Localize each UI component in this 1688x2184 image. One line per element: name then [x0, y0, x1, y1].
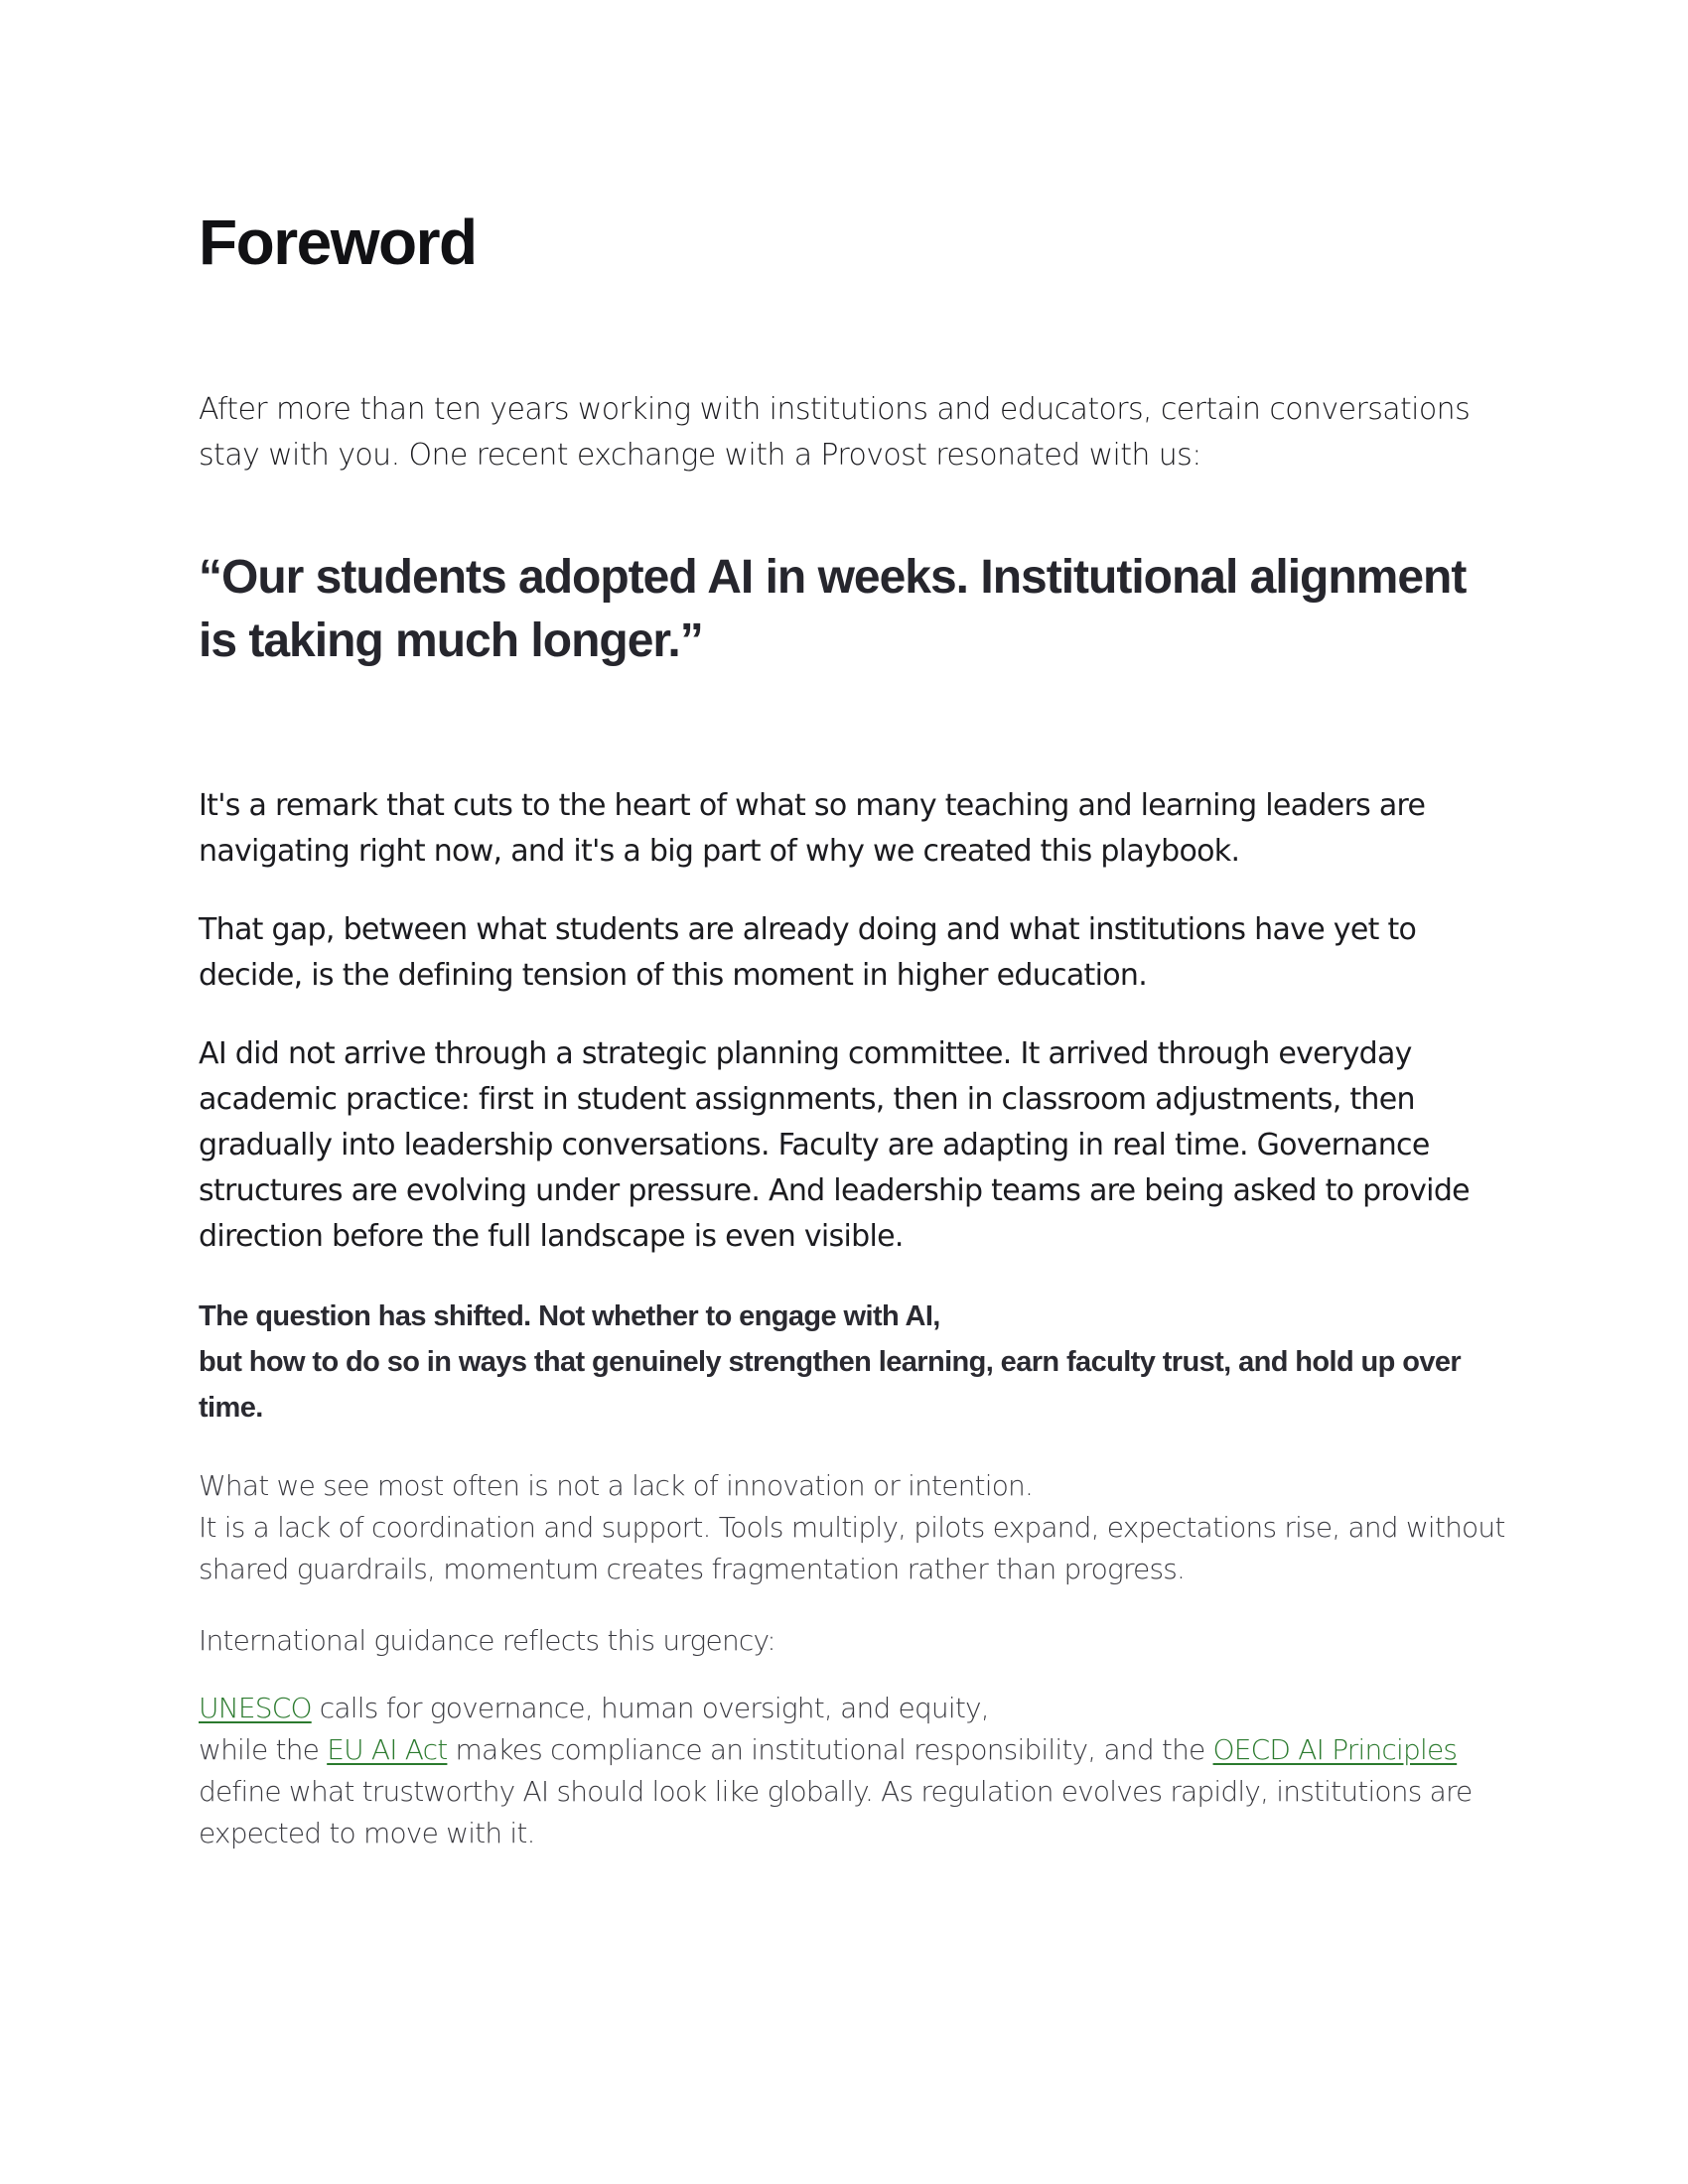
intro-paragraph: [199, 387, 1470, 478]
body-paragraph-1: [199, 783, 1425, 875]
while-the-text: while the: [199, 1733, 328, 1766]
observation-line-3: shared guardrails, momentum creates fragmentation rather than progress.: [199, 1553, 1186, 1585]
unesco-link[interactable]: UNESCO: [199, 1692, 312, 1724]
paragraph-3-line-2: academic practice: first in student assignments, then in classroom adjustments, then: [199, 1082, 1415, 1117]
quote-line-2: is taking much longer.”: [199, 614, 703, 667]
paragraph-3-line-5: direction before the full landscape is even visible.: [199, 1219, 904, 1254]
emphasis-line-1: The question has shifted. Not whether to engage with AI,: [199, 1300, 940, 1332]
page-title: Foreword: [199, 206, 477, 278]
intro-line-1: After more than ten years working with institutions and educators, certain conversations: [199, 392, 1471, 427]
paragraph-2-line-1: That gap, between what students are already doing and what institutions have yet to: [199, 912, 1417, 947]
provost-quote: [199, 546, 1466, 673]
oecd-ai-principles-link[interactable]: OECD AI Principles: [1212, 1733, 1458, 1766]
paragraph-3-line-3: gradually into leadership conversations. Faculty are adapting in real time. Governance: [199, 1128, 1430, 1162]
paragraph-2-line-2: decide, is the defining tension of this moment in higher education.: [199, 958, 1148, 993]
paragraph-3-line-4: structures are evolving under pressure. And leadership teams are being asked to provide: [199, 1173, 1470, 1208]
emphasis-line-2: but how to do so in ways that genuinely strengthen learning, earn faculty trust, and hold up over: [199, 1346, 1462, 1378]
eu-ai-act-link[interactable]: EU AI Act: [327, 1733, 448, 1766]
emphasis-line-3: time.: [199, 1392, 263, 1424]
paragraph-1-line-1: It's a remark that cuts to the heart of what so many teaching and learning leaders are: [199, 788, 1426, 823]
body-paragraph-2: [199, 907, 1416, 999]
eu-ai-act-text: makes compliance an institutional responsibility, and the: [447, 1733, 1213, 1766]
paragraph-1-line-2: navigating right now, and it's a big part of why we created this playbook.: [199, 834, 1240, 869]
body-paragraph-3: [199, 1031, 1470, 1260]
paragraph-3-line-1: AI did not arrive through a strategic planning committee. It arrived through everyday: [199, 1036, 1412, 1071]
intro-line-2: stay with you. One recent exchange with a Provost resonated with us:: [199, 438, 1201, 473]
unesco-text: calls for governance, human oversight, and equity,: [311, 1692, 989, 1724]
emphasis-paragraph: [199, 1294, 1461, 1431]
guidance-line-3: define what trustworthy AI should look like globally. As regulation evolves rapidly, institutions are: [199, 1775, 1473, 1808]
quote-line-1: “Our students adopted AI in weeks. Institutional alignment: [199, 551, 1467, 604]
guidance-line-4: expected to move with it.: [199, 1817, 535, 1849]
observation-paragraph: [199, 1465, 1505, 1590]
observation-line-1: What we see most often is not a lack of innovation or intention.: [199, 1469, 1034, 1502]
guidance-intro: International guidance reflects this urgency:: [199, 1624, 775, 1657]
observation-line-2: It is a lack of coordination and support. Tools multiply, pilots expand, expectations rise, and without: [199, 1511, 1505, 1544]
guidance-paragraph: [199, 1688, 1472, 1854]
